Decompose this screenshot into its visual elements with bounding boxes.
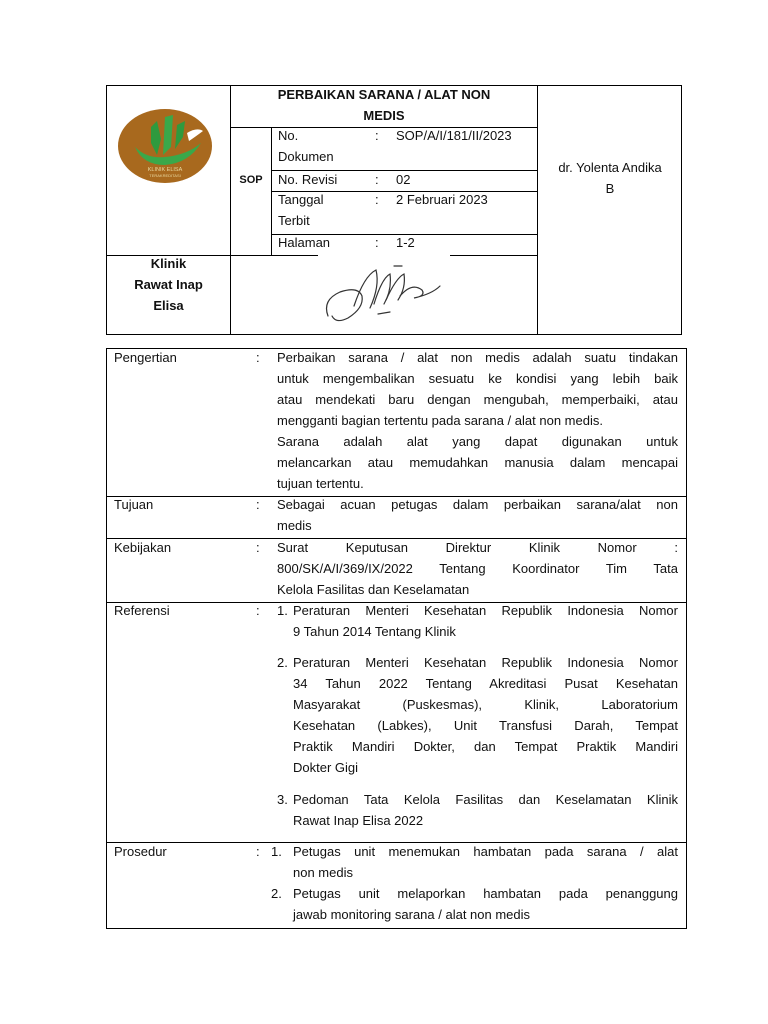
document-title: MEDIS	[363, 108, 405, 123]
header-divider	[230, 255, 318, 256]
referensi-line: Praktik Mandiri Dokter, dan Tempat Praktik Mandiri	[293, 739, 678, 754]
meta-value: SOP/A/I/181/II/2023	[396, 128, 512, 143]
meta-colon: :	[375, 128, 379, 143]
referensi-number: 3.	[277, 792, 288, 807]
referensi-line: Dokter Gigi	[293, 760, 359, 775]
referensi-line: Peraturan Menteri Kesehatan Republik Indonesia Nomor	[293, 603, 678, 618]
pengertian-line: atau mendekati baru dengan mengubah, memperbaiki, atau	[277, 392, 678, 407]
meta-value: 2 Februari 2023	[396, 192, 488, 207]
section-label-pengertian: Pengertian	[114, 350, 177, 365]
pengertian-line: melancarkan atau memudahkan manusia dalam mencapai	[277, 455, 678, 470]
referensi-number: 1.	[277, 603, 288, 618]
meta-label: Halaman	[278, 235, 331, 250]
referensi-line: Masyarakat (Puskesmas), Klinik, Laboratorium	[293, 697, 678, 712]
section-label-tujuan: Tujuan	[114, 497, 154, 512]
kebijakan-line: Kelola Fasilitas dan Keselamatan	[277, 582, 470, 597]
section-colon: :	[256, 497, 260, 512]
meta-colon: :	[375, 172, 379, 187]
tujuan-line: Sebagai acuan petugas dalam perbaikan sarana/alat non	[277, 497, 678, 512]
meta-label: No. Revisi	[278, 172, 338, 187]
prosedur-line: Petugas unit menemukan hambatan pada sarana / alat	[293, 844, 678, 859]
section-label-prosedur: Prosedur	[114, 844, 167, 859]
logo-subtext: TERAKREDITASI	[149, 173, 181, 178]
meta-value: 02	[396, 172, 411, 187]
referensi-line: Kesehatan (Labkes), Unit Transfusi Darah, Tempat	[293, 718, 678, 733]
meta-label: Dokumen	[278, 149, 334, 164]
section-colon: :	[256, 603, 260, 618]
section-colon: :	[256, 350, 260, 365]
referensi-line: Pedoman Tata Kelola Fasilitas dan Keselamatan Klinik	[293, 792, 678, 807]
pengertian-line: untuk mengembalikan sesuatu ke kondisi yang lebih baik	[277, 371, 678, 386]
meta-colon: :	[375, 235, 379, 250]
clinic-logo	[117, 107, 213, 185]
clinic-name-line: Klinik	[150, 256, 187, 271]
meta-colon: :	[375, 192, 379, 207]
meta-value: 1-2	[396, 235, 415, 250]
prosedur-line: jawab monitoring sarana / alat non medis	[293, 907, 531, 922]
tujuan-line: medis	[277, 518, 312, 533]
signer-name: B	[605, 181, 615, 196]
document-title: PERBAIKAN SARANA / ALAT NON	[277, 87, 491, 102]
prosedur-line: non medis	[293, 865, 353, 880]
logo-text: KLINIK ELISA	[147, 167, 183, 173]
pengertian-line: Sarana adalah alat yang dapat digunakan untuk	[277, 434, 678, 449]
kebijakan-line: Surat Keputusan Direktur Klinik Nomor :	[277, 540, 678, 555]
prosedur-line: Petugas unit melaporkan hambatan pada penanggung	[293, 886, 678, 901]
referensi-line: Peraturan Menteri Kesehatan Republik Indonesia Nomor	[293, 655, 678, 670]
meta-label: Terbit	[278, 213, 310, 228]
meta-label: Tanggal	[278, 192, 324, 207]
kebijakan-line: 800/SK/A/I/369/IX/2022 Tentang Koordinator Tim Tata	[277, 561, 678, 576]
pengertian-line: Perbaikan sarana / alat non medis adalah suatu tindakan	[277, 350, 678, 365]
section-colon: :	[256, 540, 260, 555]
meta-label: No.	[278, 128, 299, 143]
header-divider	[450, 255, 538, 256]
section-colon: :	[256, 844, 260, 859]
section-label-referensi: Referensi	[114, 603, 170, 618]
prosedur-number: 2.	[271, 886, 282, 901]
pengertian-line: mengganti bagian tertentu pada sarana / alat non medis.	[277, 413, 603, 428]
signer-name: dr. Yolenta Andika	[558, 160, 662, 175]
referensi-number: 2.	[277, 655, 288, 670]
pengertian-line: tujuan tertentu.	[277, 476, 364, 491]
sop-label: SOP	[239, 174, 263, 186]
referensi-line: Rawat Inap Elisa 2022	[293, 813, 424, 828]
header-divider	[537, 85, 538, 335]
prosedur-number: 1.	[271, 844, 282, 859]
referensi-line: 9 Tahun 2014 Tentang Klinik	[293, 624, 456, 639]
clinic-name-line: Rawat Inap	[134, 277, 203, 292]
clinic-name-line: Elisa	[153, 298, 184, 313]
referensi-line: 34 Tahun 2022 Tentang Akreditasi Pusat Kesehatan	[293, 676, 678, 691]
section-label-kebijakan: Kebijakan	[114, 540, 172, 555]
signature-image	[318, 256, 450, 328]
